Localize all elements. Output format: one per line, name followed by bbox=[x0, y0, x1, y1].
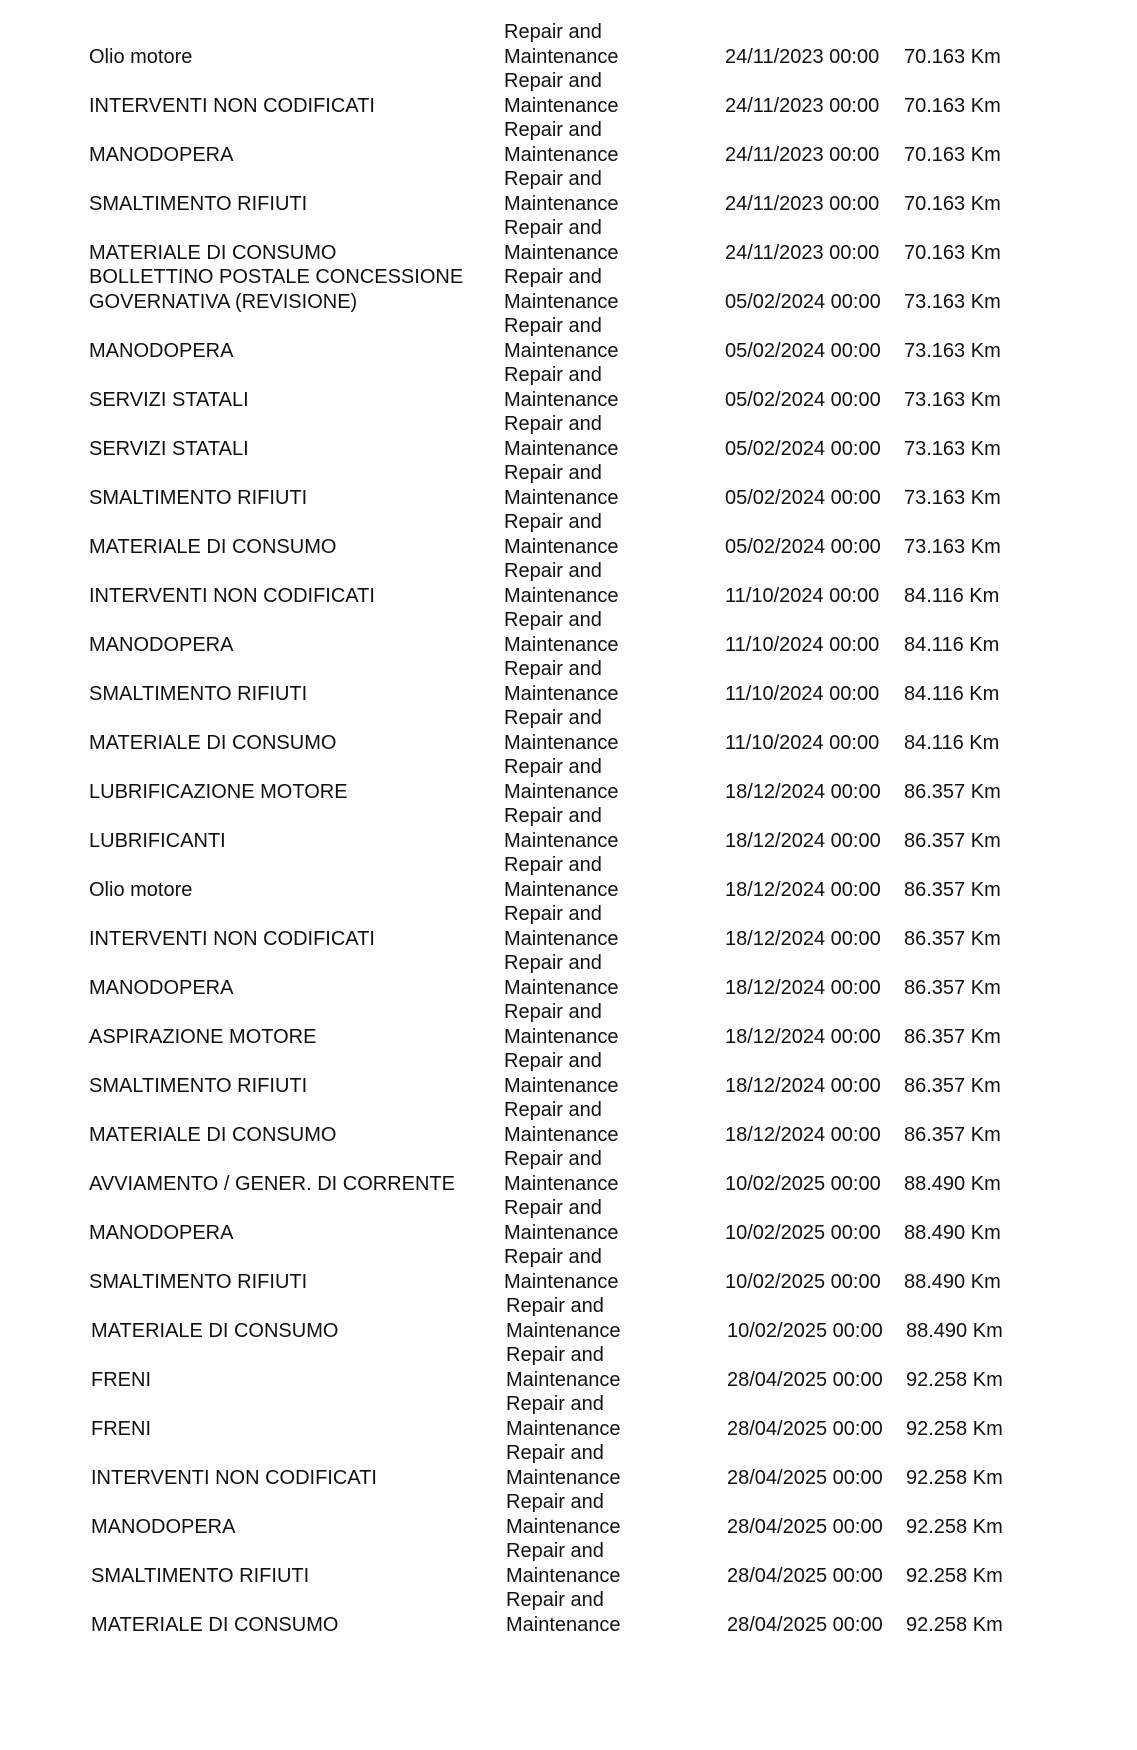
service-category-line: Maintenance bbox=[504, 290, 619, 313]
table-row bbox=[0, 363, 1137, 412]
odometer-reading: 88.490 Km bbox=[906, 1319, 1003, 1342]
service-category-line: Repair and bbox=[504, 217, 602, 239]
service-category-line: Repair and bbox=[506, 1540, 604, 1562]
odometer-reading: 70.163 Km bbox=[904, 192, 1001, 215]
table-row bbox=[0, 216, 1137, 265]
table-row bbox=[0, 1490, 1137, 1539]
service-date: 24/11/2023 00:00 bbox=[725, 94, 880, 117]
service-description-line: ASPIRAZIONE MOTORE bbox=[89, 1025, 317, 1048]
service-category bbox=[504, 755, 664, 804]
odometer-reading: 92.258 Km bbox=[906, 1613, 1003, 1636]
service-category-line: Repair and bbox=[504, 707, 602, 729]
service-date: 28/04/2025 00:00 bbox=[727, 1564, 883, 1587]
service-category bbox=[504, 363, 664, 412]
service-category-line: Repair and bbox=[504, 854, 602, 876]
service-description-line: LUBRIFICAZIONE MOTORE bbox=[89, 780, 348, 803]
service-category-line: Repair and bbox=[504, 609, 602, 631]
service-description-line: Olio motore bbox=[89, 878, 193, 901]
service-description-line: MANODOPERA bbox=[89, 633, 234, 656]
service-category-line: Repair and bbox=[506, 1393, 604, 1415]
service-date: 28/04/2025 00:00 bbox=[727, 1515, 883, 1538]
service-category-line: Maintenance bbox=[504, 633, 619, 656]
service-description-line: BOLLETTINO POSTALE CONCESSIONE bbox=[89, 266, 464, 288]
table-row bbox=[0, 314, 1137, 363]
service-date: 18/12/2024 00:00 bbox=[725, 927, 881, 950]
service-category-line: Repair and bbox=[504, 21, 602, 43]
service-description-line: LUBRIFICANTI bbox=[89, 829, 226, 852]
service-category bbox=[504, 902, 664, 951]
table-row bbox=[0, 1441, 1137, 1490]
service-description-line: FRENI bbox=[91, 1368, 151, 1391]
service-category-line: Repair and bbox=[504, 1001, 602, 1023]
service-category bbox=[504, 1196, 664, 1245]
service-description-line: MANODOPERA bbox=[89, 1221, 234, 1244]
odometer-reading: 92.258 Km bbox=[906, 1564, 1003, 1587]
service-category-line: Maintenance bbox=[504, 878, 619, 901]
service-category-line: Repair and bbox=[504, 1050, 602, 1072]
table-row bbox=[0, 118, 1137, 167]
table-row bbox=[0, 167, 1137, 216]
service-category bbox=[504, 265, 664, 314]
odometer-reading: 86.357 Km bbox=[904, 780, 1001, 803]
odometer-reading: 92.258 Km bbox=[906, 1417, 1003, 1440]
service-category bbox=[504, 559, 664, 608]
table-row bbox=[0, 853, 1137, 902]
table-row bbox=[0, 1392, 1137, 1441]
odometer-reading: 88.490 Km bbox=[904, 1270, 1001, 1293]
service-category bbox=[504, 1147, 664, 1196]
table-row bbox=[0, 1049, 1137, 1098]
service-category bbox=[504, 1049, 664, 1098]
service-category bbox=[504, 657, 664, 706]
service-date: 05/02/2024 00:00 bbox=[725, 339, 881, 362]
service-date: 11/10/2024 00:00 bbox=[725, 731, 880, 754]
odometer-reading: 86.357 Km bbox=[904, 878, 1001, 901]
service-description-line: SMALTIMENTO RIFIUTI bbox=[89, 1270, 308, 1293]
service-category-line: Maintenance bbox=[506, 1515, 621, 1538]
service-description-line: Olio motore bbox=[89, 45, 193, 68]
service-date: 24/11/2023 00:00 bbox=[725, 241, 880, 264]
table-row bbox=[0, 559, 1137, 608]
service-category-line: Repair and bbox=[504, 266, 602, 288]
service-date: 28/04/2025 00:00 bbox=[727, 1368, 883, 1391]
table-row bbox=[0, 461, 1137, 510]
service-date: 10/02/2025 00:00 bbox=[725, 1270, 881, 1293]
service-category bbox=[506, 1490, 666, 1539]
odometer-reading: 84.116 Km bbox=[904, 633, 1000, 656]
table-row bbox=[0, 657, 1137, 706]
service-description-line: INTERVENTI NON CODIFICATI bbox=[89, 94, 375, 117]
service-category-line: Maintenance bbox=[504, 192, 619, 215]
service-description-line: SMALTIMENTO RIFIUTI bbox=[89, 486, 308, 509]
service-category-line: Repair and bbox=[504, 756, 602, 778]
service-category bbox=[504, 510, 664, 559]
service-category bbox=[504, 461, 664, 510]
service-date: 18/12/2024 00:00 bbox=[725, 829, 881, 852]
odometer-reading: 70.163 Km bbox=[904, 45, 1001, 68]
service-description-line: MANODOPERA bbox=[89, 143, 234, 166]
table-row bbox=[0, 1000, 1137, 1049]
table-row bbox=[0, 804, 1137, 853]
service-category-line: Maintenance bbox=[504, 486, 619, 509]
service-category bbox=[504, 853, 664, 902]
table-row bbox=[0, 265, 1137, 314]
service-category-line: Repair and bbox=[504, 511, 602, 533]
odometer-reading: 70.163 Km bbox=[904, 94, 1001, 117]
service-date: 05/02/2024 00:00 bbox=[725, 535, 881, 558]
service-description-line: MATERIALE DI CONSUMO bbox=[89, 535, 337, 558]
service-category bbox=[504, 20, 664, 69]
odometer-reading: 86.357 Km bbox=[904, 1074, 1001, 1097]
service-description bbox=[91, 1613, 491, 1662]
service-category-line: Maintenance bbox=[506, 1564, 621, 1587]
service-date: 18/12/2024 00:00 bbox=[725, 1025, 881, 1048]
service-category-line: Repair and bbox=[504, 1148, 602, 1170]
table-row bbox=[0, 1539, 1137, 1588]
service-description-line: MANODOPERA bbox=[89, 339, 234, 362]
odometer-reading: 86.357 Km bbox=[904, 829, 1001, 852]
service-category-line: Repair and bbox=[504, 903, 602, 925]
table-row bbox=[0, 1245, 1137, 1294]
service-category-line: Maintenance bbox=[504, 1172, 619, 1195]
service-description-line: MATERIALE DI CONSUMO bbox=[89, 1123, 337, 1146]
service-category-line: Repair and bbox=[504, 119, 602, 141]
service-description-line: MATERIALE DI CONSUMO bbox=[89, 241, 337, 264]
service-category bbox=[504, 951, 664, 1000]
service-date: 10/02/2025 00:00 bbox=[725, 1221, 881, 1244]
table-row bbox=[0, 706, 1137, 755]
service-description-line: MANODOPERA bbox=[89, 976, 234, 999]
service-category bbox=[506, 1441, 666, 1490]
service-description-line: SMALTIMENTO RIFIUTI bbox=[91, 1564, 310, 1587]
odometer-reading: 84.116 Km bbox=[904, 731, 1000, 754]
service-category-line: Repair and bbox=[504, 1197, 602, 1219]
service-category bbox=[504, 706, 664, 755]
service-category-line: Maintenance bbox=[504, 829, 619, 852]
service-category-line: Maintenance bbox=[504, 976, 619, 999]
service-description-line: INTERVENTI NON CODIFICATI bbox=[89, 584, 375, 607]
table-row bbox=[0, 902, 1137, 951]
service-description-line: MATERIALE DI CONSUMO bbox=[89, 731, 337, 754]
table-row bbox=[0, 1196, 1137, 1245]
table-row bbox=[0, 608, 1137, 657]
service-category-line: Maintenance bbox=[504, 780, 619, 803]
service-category bbox=[506, 1588, 666, 1637]
service-category-line: Maintenance bbox=[504, 584, 619, 607]
odometer-reading: 86.357 Km bbox=[904, 976, 1001, 999]
service-category bbox=[504, 1245, 664, 1294]
table-row bbox=[0, 1098, 1137, 1147]
service-date: 28/04/2025 00:00 bbox=[727, 1417, 883, 1440]
odometer-reading: 92.258 Km bbox=[906, 1368, 1003, 1391]
odometer-reading: 88.490 Km bbox=[904, 1221, 1001, 1244]
service-category-line: Repair and bbox=[504, 168, 602, 190]
service-category-line: Repair and bbox=[506, 1344, 604, 1366]
service-category bbox=[504, 1098, 664, 1147]
odometer-reading: 88.490 Km bbox=[904, 1172, 1001, 1195]
table-row bbox=[0, 755, 1137, 804]
service-date: 05/02/2024 00:00 bbox=[725, 486, 881, 509]
service-category bbox=[504, 314, 664, 363]
service-category-line: Repair and bbox=[504, 560, 602, 582]
service-description-line: MATERIALE DI CONSUMO bbox=[91, 1319, 339, 1342]
service-date: 10/02/2025 00:00 bbox=[725, 1172, 881, 1195]
odometer-reading: 92.258 Km bbox=[906, 1515, 1003, 1538]
service-category-line: Maintenance bbox=[504, 1074, 619, 1097]
odometer-reading: 73.163 Km bbox=[904, 535, 1001, 558]
odometer-reading: 86.357 Km bbox=[904, 1025, 1001, 1048]
service-category-line: Maintenance bbox=[504, 45, 619, 68]
odometer-reading: 84.116 Km bbox=[904, 682, 1000, 705]
service-date: 28/04/2025 00:00 bbox=[727, 1466, 883, 1489]
service-date: 28/04/2025 00:00 bbox=[727, 1613, 883, 1636]
service-category-line: Repair and bbox=[506, 1491, 604, 1513]
odometer-reading: 86.357 Km bbox=[904, 927, 1001, 950]
service-category-line: Maintenance bbox=[504, 94, 619, 117]
odometer-reading: 84.116 Km bbox=[904, 584, 1000, 607]
table-row bbox=[0, 20, 1137, 69]
service-category bbox=[506, 1539, 666, 1588]
table-row bbox=[0, 69, 1137, 118]
service-description-line: SMALTIMENTO RIFIUTI bbox=[89, 192, 308, 215]
service-category bbox=[504, 608, 664, 657]
service-category-line: Maintenance bbox=[504, 731, 619, 754]
table-row bbox=[0, 1588, 1137, 1637]
service-date: 24/11/2023 00:00 bbox=[725, 45, 880, 68]
service-date: 11/10/2024 00:00 bbox=[725, 584, 880, 607]
service-category-line: Maintenance bbox=[504, 927, 619, 950]
service-date: 18/12/2024 00:00 bbox=[725, 780, 881, 803]
odometer-reading: 73.163 Km bbox=[904, 290, 1001, 313]
service-category-line: Repair and bbox=[504, 364, 602, 386]
table-row bbox=[0, 1294, 1137, 1343]
service-category-line: Repair and bbox=[506, 1589, 604, 1611]
service-description-line: AVVIAMENTO / GENER. DI CORRENTE bbox=[89, 1172, 455, 1195]
service-category-line: Maintenance bbox=[504, 388, 619, 411]
odometer-reading: 92.258 Km bbox=[906, 1466, 1003, 1489]
service-description-line: INTERVENTI NON CODIFICATI bbox=[91, 1466, 377, 1489]
service-category-line: Maintenance bbox=[506, 1417, 621, 1440]
service-category-line: Maintenance bbox=[504, 1221, 619, 1244]
service-description-line: SMALTIMENTO RIFIUTI bbox=[89, 682, 308, 705]
service-category bbox=[506, 1343, 666, 1392]
service-date: 24/11/2023 00:00 bbox=[725, 192, 880, 215]
service-category-line: Maintenance bbox=[504, 339, 619, 362]
service-date: 24/11/2023 00:00 bbox=[725, 143, 880, 166]
service-description-line: GOVERNATIVA (REVISIONE) bbox=[89, 290, 358, 313]
odometer-reading: 70.163 Km bbox=[904, 241, 1001, 264]
service-category bbox=[506, 1294, 666, 1343]
table-row bbox=[0, 951, 1137, 1000]
service-category-line: Repair and bbox=[504, 658, 602, 680]
service-description-line: SMALTIMENTO RIFIUTI bbox=[89, 1074, 308, 1097]
service-category bbox=[504, 804, 664, 853]
odometer-reading: 73.163 Km bbox=[904, 339, 1001, 362]
service-date: 10/02/2025 00:00 bbox=[727, 1319, 883, 1342]
service-category-line: Maintenance bbox=[504, 535, 619, 558]
service-category-line: Maintenance bbox=[506, 1368, 621, 1391]
service-category-line: Maintenance bbox=[504, 682, 619, 705]
odometer-reading: 73.163 Km bbox=[904, 388, 1001, 411]
service-description-line: SERVIZI STATALI bbox=[89, 437, 249, 460]
service-category-line: Maintenance bbox=[506, 1319, 621, 1342]
service-category bbox=[504, 1000, 664, 1049]
service-category-line: Repair and bbox=[504, 413, 602, 435]
service-date: 18/12/2024 00:00 bbox=[725, 1074, 881, 1097]
service-category-line: Maintenance bbox=[506, 1466, 621, 1489]
table-row bbox=[0, 412, 1137, 461]
service-category-line: Repair and bbox=[504, 805, 602, 827]
service-category-line: Repair and bbox=[504, 315, 602, 337]
odometer-reading: 86.357 Km bbox=[904, 1123, 1001, 1146]
service-description-line: MANODOPERA bbox=[91, 1515, 236, 1538]
service-description-line: FRENI bbox=[91, 1417, 151, 1440]
service-category-line: Maintenance bbox=[504, 1123, 619, 1146]
service-category-line: Maintenance bbox=[506, 1613, 621, 1636]
service-date: 05/02/2024 00:00 bbox=[725, 388, 881, 411]
service-category bbox=[504, 412, 664, 461]
service-category-line: Maintenance bbox=[504, 437, 619, 460]
service-category-line: Repair and bbox=[504, 70, 602, 92]
service-category-line: Maintenance bbox=[504, 1270, 619, 1293]
service-category-line: Maintenance bbox=[504, 1025, 619, 1048]
table-row bbox=[0, 510, 1137, 559]
service-category bbox=[504, 216, 664, 265]
service-description-line: MATERIALE DI CONSUMO bbox=[91, 1613, 339, 1636]
service-category-line: Maintenance bbox=[504, 143, 619, 166]
service-date: 05/02/2024 00:00 bbox=[725, 290, 881, 313]
service-date: 18/12/2024 00:00 bbox=[725, 1123, 881, 1146]
odometer-reading: 73.163 Km bbox=[904, 486, 1001, 509]
service-category-line: Repair and bbox=[504, 1099, 602, 1121]
service-category bbox=[504, 167, 664, 216]
table-row bbox=[0, 1147, 1137, 1196]
service-description-line: SERVIZI STATALI bbox=[89, 388, 249, 411]
service-date: 18/12/2024 00:00 bbox=[725, 976, 881, 999]
service-category-line: Repair and bbox=[506, 1295, 604, 1317]
service-category-line: Maintenance bbox=[504, 241, 619, 264]
service-category bbox=[504, 69, 664, 118]
service-category-line: Repair and bbox=[504, 952, 602, 974]
service-category-line: Repair and bbox=[504, 1246, 602, 1268]
service-category bbox=[504, 118, 664, 167]
service-date: 11/10/2024 00:00 bbox=[725, 633, 880, 656]
service-date: 05/02/2024 00:00 bbox=[725, 437, 881, 460]
odometer-reading: 70.163 Km bbox=[904, 143, 1001, 166]
service-category bbox=[506, 1392, 666, 1441]
service-date: 11/10/2024 00:00 bbox=[725, 682, 880, 705]
table-row bbox=[0, 1343, 1137, 1392]
service-category-line: Repair and bbox=[504, 462, 602, 484]
service-description-line: INTERVENTI NON CODIFICATI bbox=[89, 927, 375, 950]
odometer-reading: 73.163 Km bbox=[904, 437, 1001, 460]
service-description bbox=[89, 265, 489, 314]
service-date: 18/12/2024 00:00 bbox=[725, 878, 881, 901]
service-category-line: Repair and bbox=[506, 1442, 604, 1464]
